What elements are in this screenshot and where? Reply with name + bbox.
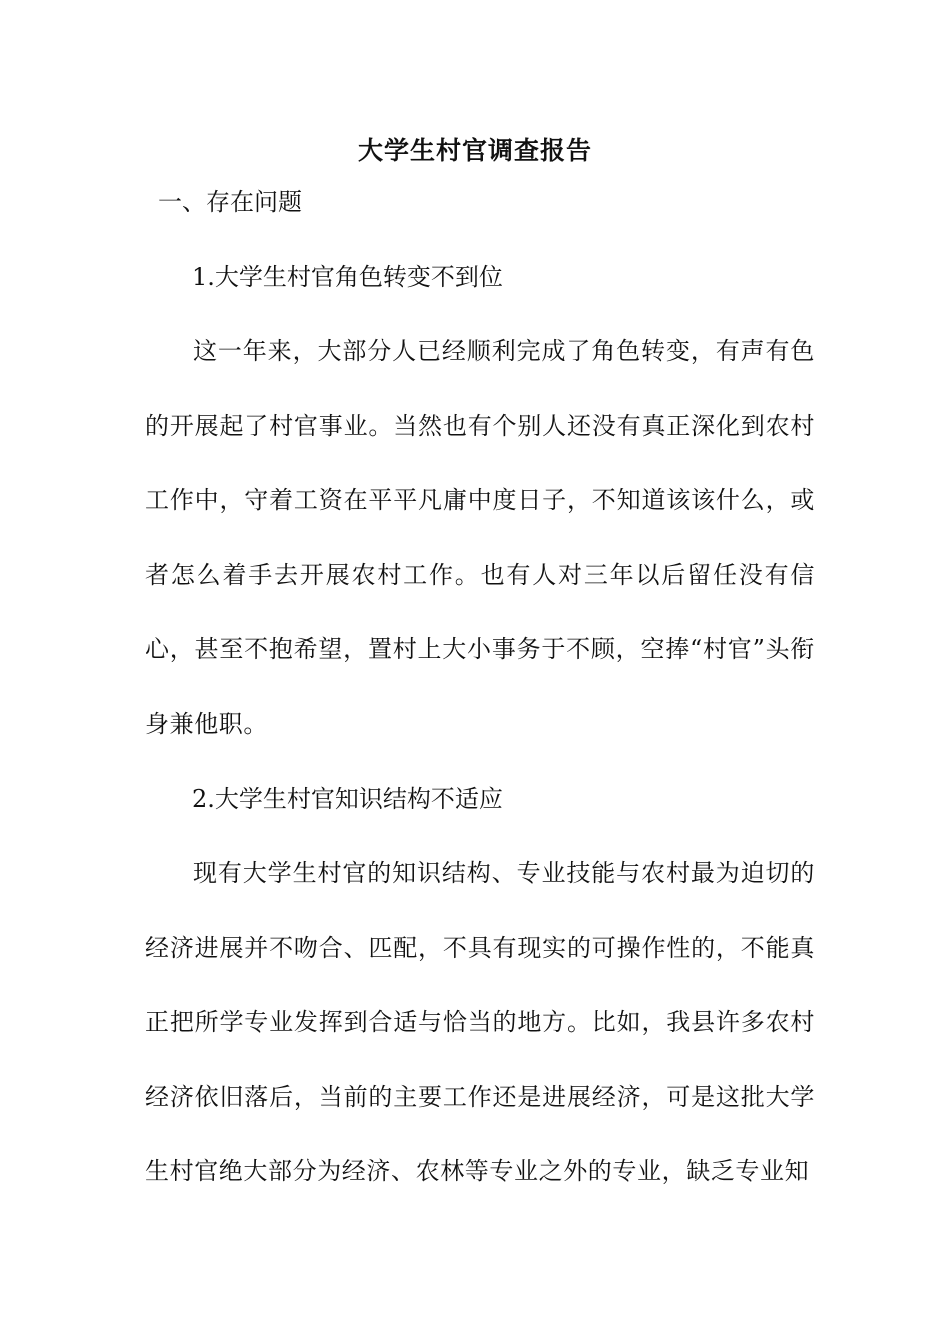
section-heading-problems: 一、存在问题 <box>158 188 302 216</box>
subheading-role-transition: 1.大学生村官角色转变不到位 <box>192 263 503 291</box>
subheading-knowledge-structure: 2.大学生村官知识结构不适应 <box>192 785 503 813</box>
paragraph-knowledge-structure: 现有大学生村官的知识结构、专业技能与农村最为迫切的经济进展并不吻合、匹配，不具有现实的可操作性的，不能真正把所学专业发挥到合适与恰当的地方。比如，我县许多农村经济依旧落后，当前的主要工作还是进展经济，可是这批大学生村官绝大部分为经济、农林等专业之外的专业，缺乏专业知 <box>145 859 815 1185</box>
document-title: 大学生村官调查报告 <box>357 136 592 165</box>
paragraph-role-transition: 这一年来，大部分人已经顺利完成了角色转变，有声有色的开展起了村官事业。当然也有个别人还没有真正深化到农村工作中，守着工资在平平凡庸中度日子，不知道该该什么，或者怎么着手去开展农村工作。也有人对三年以后留任没有信心，甚至不抱希望，置村上大小事务于不顾，空捧“村官”头衔身兼他职。 <box>145 337 815 738</box>
